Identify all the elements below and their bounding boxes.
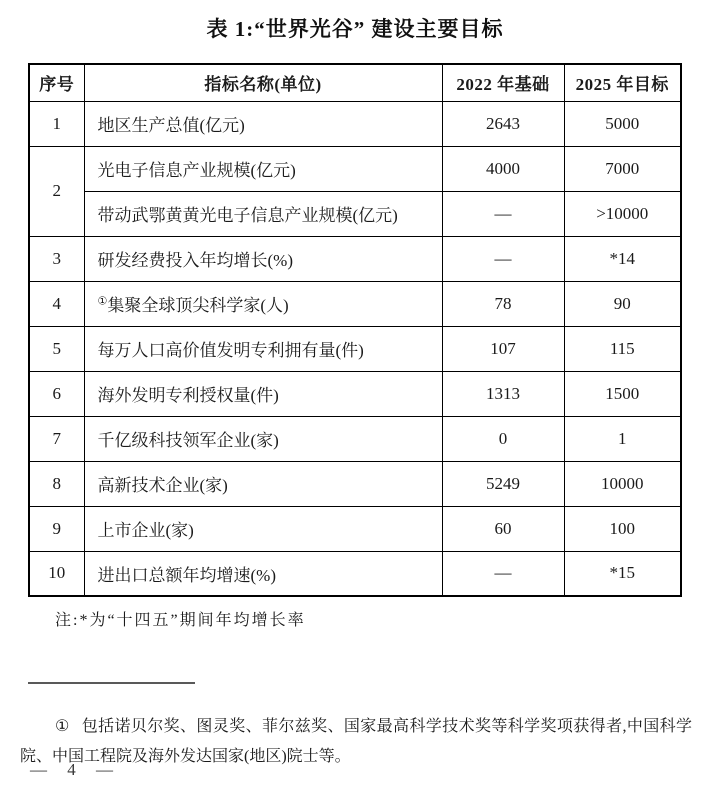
indicator-cell: 千亿级科技领军企业(家) xyxy=(84,416,442,461)
table-row xyxy=(29,416,681,461)
goals-table-body xyxy=(29,101,681,596)
base-2022-cell: — xyxy=(442,236,564,281)
indicator-cell: 研发经费投入年均增长(%) xyxy=(84,236,442,281)
table-row xyxy=(29,551,681,596)
base-2022-cell: 4000 xyxy=(442,146,564,191)
target-2025-cell: 5000 xyxy=(564,101,681,146)
base-2022-cell: — xyxy=(442,191,564,236)
footnote-marker: ① xyxy=(55,718,70,735)
goals-table xyxy=(28,63,682,597)
row-number-cell: 9 xyxy=(29,506,84,551)
table-row xyxy=(29,461,681,506)
header-target-2025: 2025 年目标 xyxy=(564,64,681,101)
indicator-cell: 光电子信息产业规模(亿元) xyxy=(84,146,442,191)
row-number-cell: 8 xyxy=(29,461,84,506)
table-row xyxy=(29,191,681,236)
row-number-cell: 4 xyxy=(29,281,84,326)
header-indicator: 指标名称(单位) xyxy=(84,64,442,101)
target-2025-cell: 10000 xyxy=(564,461,681,506)
indicator-cell: 每万人口高价值发明专利拥有量(件) xyxy=(84,326,442,371)
table-row xyxy=(29,281,681,326)
target-2025-cell: 100 xyxy=(564,506,681,551)
row-number-cell: 10 xyxy=(29,551,84,596)
base-2022-cell: 78 xyxy=(442,281,564,326)
indicator-cell: 进出口总额年均增速(%) xyxy=(84,551,442,596)
target-2025-cell: 115 xyxy=(564,326,681,371)
table-row xyxy=(29,101,681,146)
row-number-cell: 1 xyxy=(29,101,84,146)
header-base-2022: 2022 年基础 xyxy=(442,64,564,101)
footnote-ref-marker: ① xyxy=(97,295,108,308)
table-row xyxy=(29,326,681,371)
indicator-cell: 带动武鄂黄黄光电子信息产业规模(亿元) xyxy=(84,191,442,236)
base-2022-cell: — xyxy=(442,551,564,596)
table-row xyxy=(29,506,681,551)
row-number-cell: 3 xyxy=(29,236,84,281)
target-2025-cell: *14 xyxy=(564,236,681,281)
row-number-cell: 7 xyxy=(29,416,84,461)
table-row xyxy=(29,236,681,281)
target-2025-cell: 1 xyxy=(564,416,681,461)
target-2025-cell: *15 xyxy=(564,551,681,596)
table-row xyxy=(29,146,681,191)
table-row xyxy=(29,371,681,416)
target-2025-cell: 7000 xyxy=(564,146,681,191)
table-header-row xyxy=(29,64,681,101)
indicator-cell: 地区生产总值(亿元) xyxy=(84,101,442,146)
base-2022-cell: 0 xyxy=(442,416,564,461)
row-number-cell: 6 xyxy=(29,371,84,416)
indicator-cell: ①集聚全球顶尖科学家(人) xyxy=(84,281,442,326)
base-2022-cell: 5249 xyxy=(442,461,564,506)
target-2025-cell: 90 xyxy=(564,281,681,326)
base-2022-cell: 60 xyxy=(442,506,564,551)
header-row-number: 序号 xyxy=(29,64,84,101)
indicator-cell: 上市企业(家) xyxy=(84,506,442,551)
footnote-text: 包括诺贝尔奖、图灵奖、菲尔兹奖、国家最高科学技术奖等科学奖项获得者,中国科学院、中国工程院及海外发达国家(地区)院士等。 xyxy=(20,718,692,765)
base-2022-cell: 107 xyxy=(442,326,564,371)
row-number-cell: 2 xyxy=(29,146,84,236)
base-2022-cell: 2643 xyxy=(442,101,564,146)
row-number-cell: 5 xyxy=(29,326,84,371)
target-2025-cell: >10000 xyxy=(564,191,681,236)
target-2025-cell: 1500 xyxy=(564,371,681,416)
indicator-cell: 高新技术企业(家) xyxy=(84,461,442,506)
page-number: — 4 — xyxy=(30,760,114,779)
indicator-cell: 海外发明专利授权量(件) xyxy=(84,371,442,416)
footnote-separator xyxy=(28,682,195,684)
table-note: 注:*为“十四五”期间年均增长率 xyxy=(55,612,306,629)
base-2022-cell: 1313 xyxy=(442,371,564,416)
footnote xyxy=(20,712,692,772)
page-title: 表 1:“世界光谷” 建设主要目标 xyxy=(206,17,504,41)
